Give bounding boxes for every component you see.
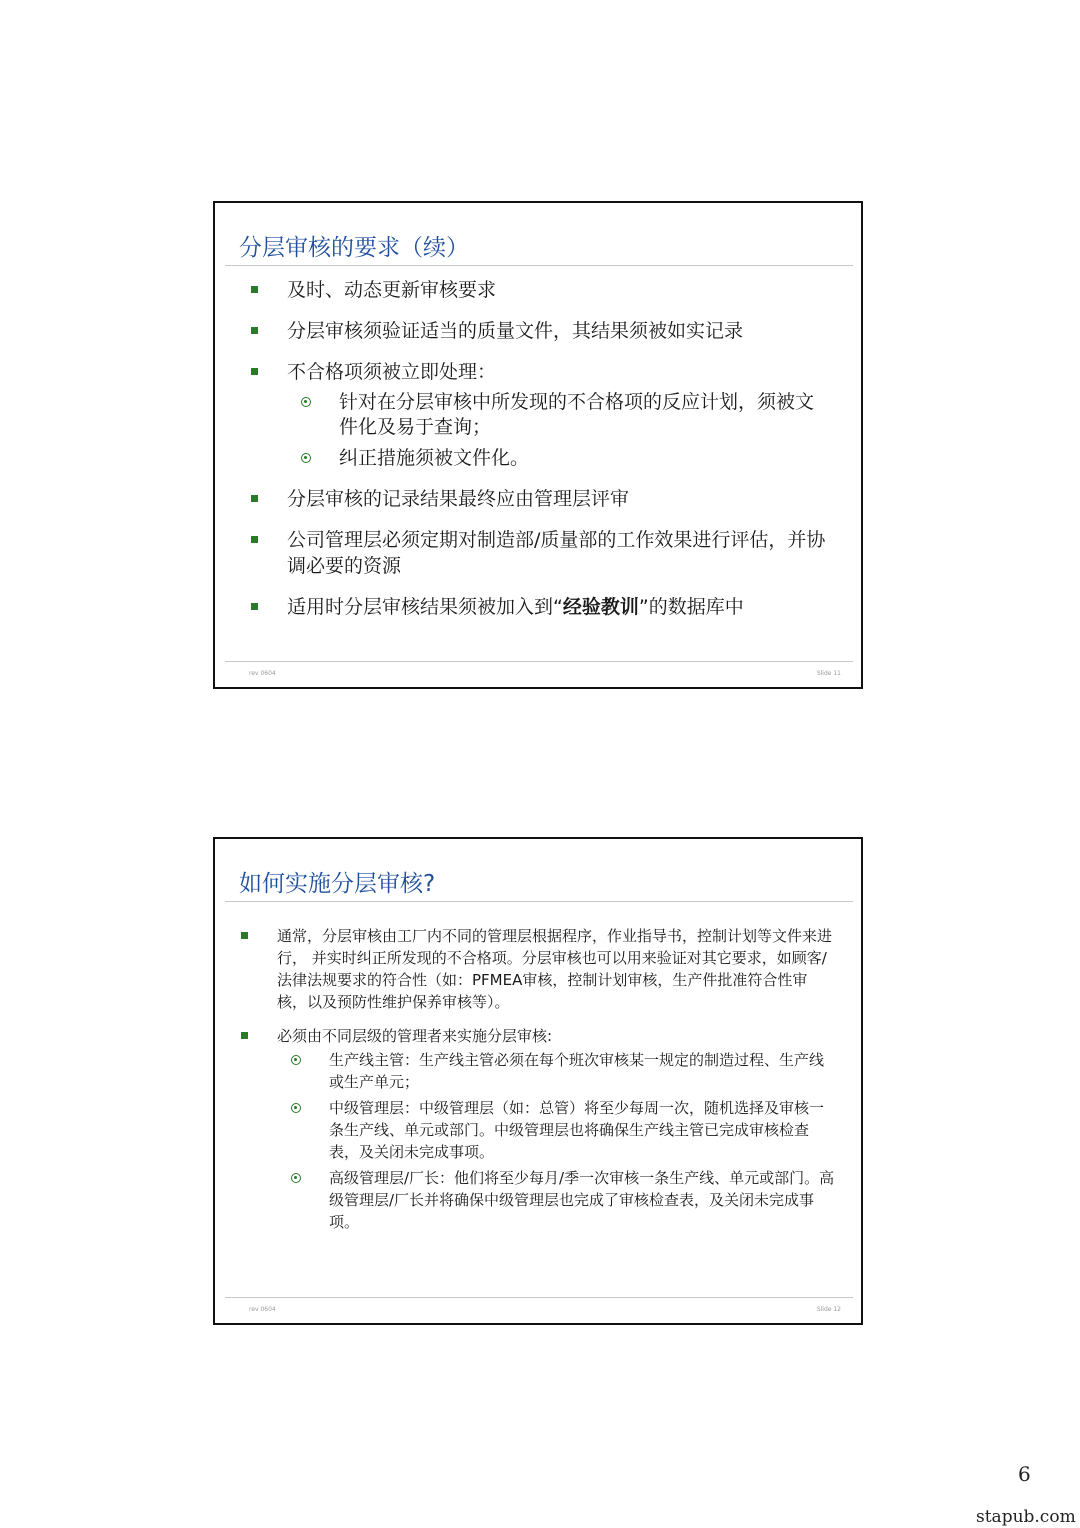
sub-bullet-list	[287, 390, 831, 471]
slide-title: 分层审核的要求（续）	[239, 235, 469, 261]
footer-revision: rev 0604	[249, 1306, 276, 1313]
sub-bullet-item	[287, 390, 831, 440]
bullet-item	[215, 1025, 861, 1233]
bullet-text-emphasis: 经验教训	[562, 596, 639, 618]
square-bullet-icon	[241, 932, 248, 939]
bullet-item	[215, 594, 861, 620]
square-bullet-icon	[241, 1032, 248, 1039]
footer-divider	[225, 1297, 853, 1298]
bullet-text: 分层审核须验证适当的质量文件，其结果须被如实记录	[287, 320, 744, 342]
bullet-item	[215, 925, 861, 1013]
square-bullet-icon	[251, 327, 258, 334]
slide-title: 如何实施分层审核?	[239, 871, 436, 897]
square-bullet-icon	[251, 368, 258, 375]
square-bullet-icon	[251, 495, 258, 502]
title-divider	[225, 901, 853, 902]
sub-bullet-list	[277, 1049, 837, 1233]
circle-dot-bullet-icon	[291, 1173, 301, 1183]
page-number: 6	[1018, 1462, 1031, 1486]
bullet-item	[215, 359, 861, 471]
bullet-item	[215, 486, 861, 512]
footer-divider	[225, 661, 853, 662]
bullet-text: 及时、动态更新审核要求	[287, 279, 497, 301]
footer-slide-number: Slide 12	[816, 1306, 841, 1313]
slide-11	[213, 201, 863, 689]
sub-bullet-item	[277, 1097, 837, 1163]
bullet-item	[215, 527, 861, 579]
square-bullet-icon	[251, 603, 258, 610]
circle-dot-bullet-icon	[301, 453, 311, 463]
circle-dot-bullet-icon	[291, 1103, 301, 1113]
bullet-text-before: 适用时分层审核结果须被加入到“	[287, 596, 563, 618]
sub-bullet-item	[277, 1049, 837, 1093]
footer-revision: rev 0604	[249, 670, 276, 677]
sub-bullet-item	[277, 1167, 837, 1233]
bullet-text: 不合格项须被立即处理：	[287, 361, 497, 383]
slide-12	[213, 837, 863, 1325]
bullet-item	[215, 277, 861, 303]
bullet-list	[215, 925, 861, 1245]
sub-bullet-text: 生产线主管：生产线主管必须在每个班次审核某一规定的制造过程、生产线或生产单元；	[329, 1051, 825, 1091]
sub-bullet-text: 高级管理层/厂长：他们将至少每月/季一次审核一条生产线、单元或部门。高级管理层/厂长并将确保中级管理层也完成了审核检查表，及关闭未完成事项。	[329, 1169, 835, 1231]
bullet-text: 通常，分层审核由工厂内不同的管理层根据程序，作业指导书，控制计划等文件来进行， 并实时纠正所发现的不合格项。分层审核也可以用来验证对其它要求，如顾客/法律法规要求的符合性（如：PFMEA审核，控制计划审核，生产件批准符合性审核，以及预防性维护保养审核等）。	[277, 927, 833, 1011]
square-bullet-icon	[251, 536, 258, 543]
bullet-text: 必须由不同层级的管理者来实施分层审核:	[277, 1027, 553, 1045]
bullet-text: 分层审核的记录结果最终应由管理层评审	[287, 488, 630, 510]
footer-slide-number: Slide 11	[816, 670, 841, 677]
bullet-list	[215, 277, 861, 635]
circle-dot-bullet-icon	[291, 1055, 301, 1065]
sub-bullet-item	[287, 446, 831, 471]
square-bullet-icon	[251, 286, 258, 293]
sub-bullet-text: 纠正措施须被文件化。	[339, 447, 530, 469]
bullet-text-after: ”的数据库中	[638, 596, 744, 618]
watermark-text: stapub.com	[976, 1507, 1076, 1527]
sub-bullet-text: 针对在分层审核中所发现的不合格项的反应计划，须被文件化及易于查询；	[339, 391, 815, 438]
bullet-item	[215, 318, 861, 344]
sub-bullet-text: 中级管理层：中级管理层（如：总管）将至少每周一次，随机选择及审核一条生产线、单元或部门。中级管理层也将确保生产线主管已完成审核检查表，及关闭未完成事项。	[329, 1099, 825, 1161]
title-divider	[225, 265, 853, 266]
circle-dot-bullet-icon	[301, 397, 311, 407]
bullet-text: 公司管理层必须定期对制造部/质量部的工作效果进行评估，并协调必要的资源	[287, 529, 826, 577]
